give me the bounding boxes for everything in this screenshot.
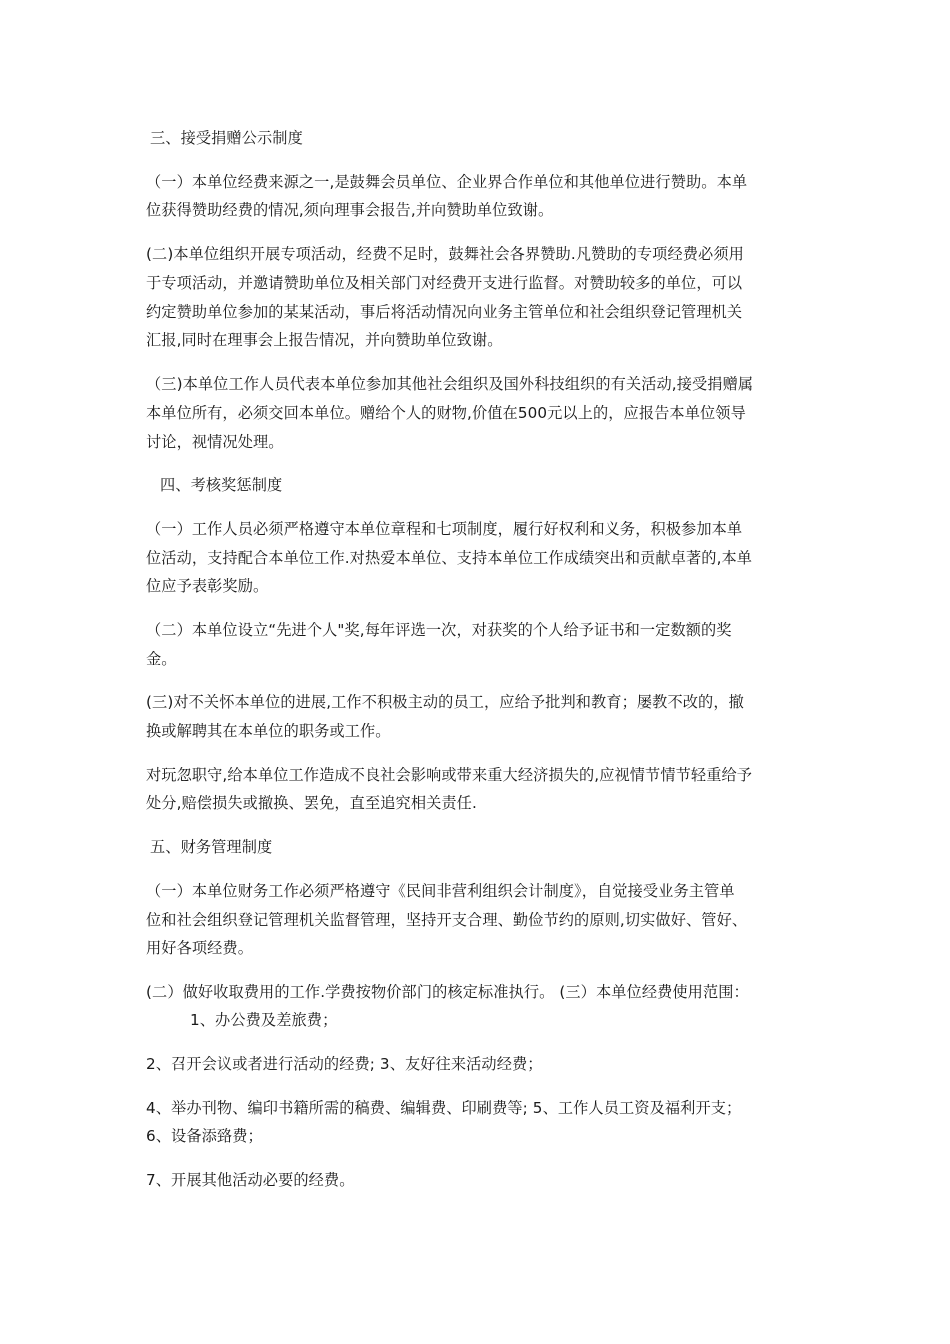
paragraph-line: 位获得赞助经费的情况,须向理事会报告,并向赞助单位致谢。 (146, 201, 554, 219)
paragraph-line: 位活动，支持配合本单位工作.对热爱本单位、支持本单位工作成绩突出和贡献卓著的,本单 (146, 549, 753, 567)
paragraph-line: 金。 (146, 650, 177, 668)
paragraph-line: （一）本单位财务工作必须严格遵守《民间非营利组织会计制度》，自觉接受业务主管单 (146, 882, 735, 900)
list-item: 1、办公费及差旅费； (190, 1011, 338, 1029)
section-heading-donation: 三、接受捐赠公示制度 (150, 129, 303, 147)
list-item: 4、举办刊物、编印书籍所需的稿费、编辑费、印刷费等; 5、工作人员工资及福利开支； (146, 1099, 742, 1117)
paragraph-line: 换或解聘其在本单位的职务或工作。 (146, 722, 391, 740)
paragraph-line: 位和社会组织登记管理机关监督管理，坚持开支合理、勤俭节约的原则,切实做好、管好、 (146, 911, 748, 929)
paragraph-line: (三)对不关怀本单位的进展,工作不积极主动的员工，应给予批判和教育；屡教不改的，撤 (146, 693, 744, 711)
section-heading-assessment: 四、考核奖惩制度 (160, 476, 283, 494)
section-heading-finance: 五、财务管理制度 (150, 838, 273, 856)
paragraph-line: 对玩忽职守,给本单位工作造成不良社会影响或带来重大经济损失的,应视情节情节轻重给予 (146, 766, 753, 784)
paragraph-line: （三)本单位工作人员代表本单位参加其他社会组织及国外科技组织的有关活动,接受捐赠属 (146, 375, 754, 393)
paragraph-line: 本单位所有，必须交回本单位。赠给个人的财物,价值在500元以上的，应报告本单位领导 (146, 404, 746, 422)
paragraph-line: 约定赞助单位参加的某某活动，事后将活动情况向业务主管单位和社会组织登记管理机关 (146, 303, 743, 321)
paragraph-line: 处分,赔偿损失或撤换、罢免，直至追究相关责任. (146, 794, 477, 812)
list-item: 2、召开会议或者进行活动的经费; 3、友好往来活动经费； (146, 1055, 543, 1073)
paragraph-line: （一）本单位经费来源之一,是鼓舞会员单位、企业界合作单位和其他单位进行赞助。本单 (146, 173, 748, 191)
paragraph-line: （二）本单位设立“先进个人"奖,每年评选一次，对获奖的个人给予证书和一定数额的奖 (146, 621, 732, 639)
paragraph-line: (二)本单位组织开展专项活动，经费不足时，鼓舞社会各界赞助.凡赞助的专项经费必须用 (146, 245, 744, 263)
paragraph-line: (二）做好收取费用的工作.学费按物价部门的核定标准执行。 (三）本单位经费使用范围： (146, 983, 749, 1001)
paragraph-line: 用好各项经费。 (146, 939, 254, 957)
list-item: 6、设备添臵费； (146, 1127, 263, 1145)
paragraph-line: 位应予表彰奖励。 (146, 577, 269, 595)
paragraph-line: 讨论，视情况处理。 (146, 433, 284, 451)
paragraph-line: 于专项活动，并邀请赞助单位及相关部门对经费开支进行监督。对赞助较多的单位，可以 (146, 274, 743, 292)
paragraph-line: 汇报,同时在理事会上报告情况，并向赞助单位致谢。 (146, 331, 503, 349)
list-item: 7、开展其他活动必要的经费。 (146, 1171, 355, 1189)
paragraph-line: （一）工作人员必须严格遵守本单位章程和七项制度，履行好权利和义务，积极参加本单 (146, 520, 743, 538)
